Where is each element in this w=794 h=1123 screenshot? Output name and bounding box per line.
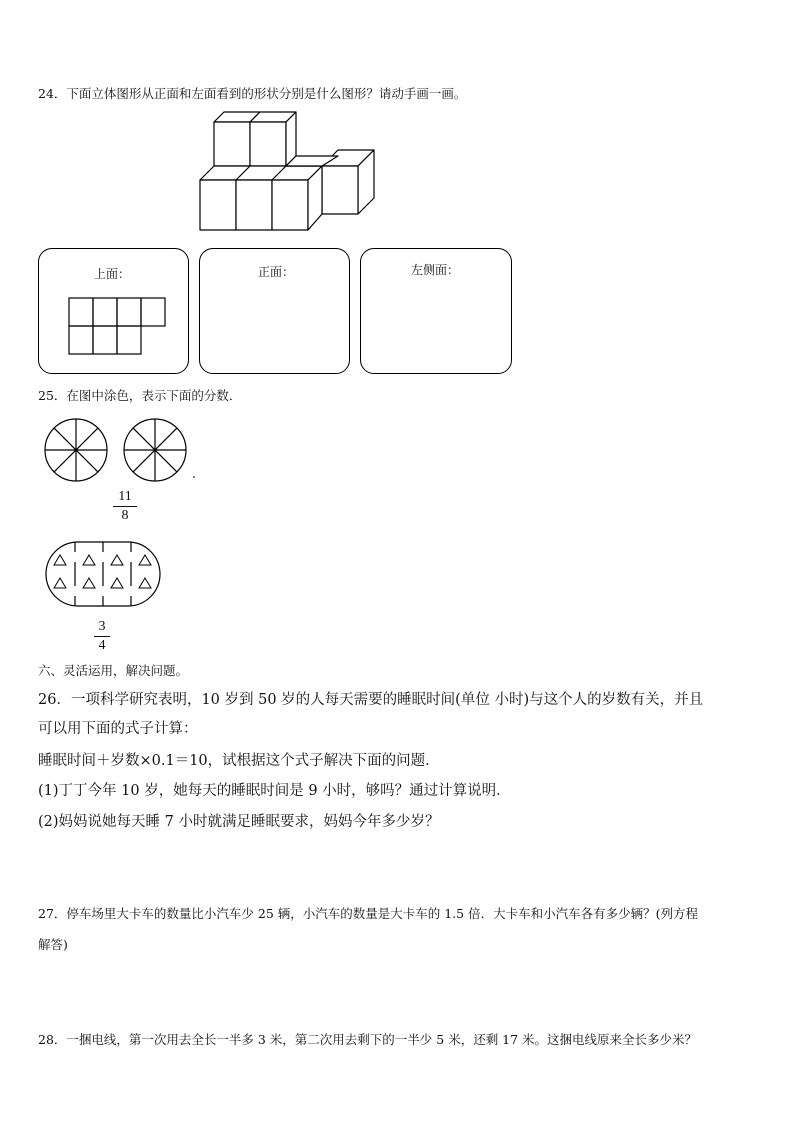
top-view-grid [68,297,168,355]
fraction-11-8-denominator: 8 [121,508,129,523]
fraction-3-4 [94,620,110,653]
q24-text: 24．下面立体图形从正面和左面看到的形状分别是什么图形？请动手画一画。 [38,86,467,101]
cube-figure [198,110,378,235]
q26-line3: 睡眠时间＋岁数×0.1＝10，试根据这个式子解决下面的问题． [38,753,440,769]
q26-line5: (2)妈妈说她每天睡 7 小时就满足睡眠要求，妈妈今年多少岁？ [38,814,440,830]
left-view-label: 左侧面： [411,263,460,277]
fraction-11-8-numerator: 11 [118,489,132,504]
left-view-panel[interactable] [360,248,512,374]
front-view-label: 正面： [258,265,295,279]
front-view-panel[interactable] [199,248,350,374]
fraction-11-8 [113,490,137,523]
section6-title: 六、灵活运用，解决问题。 [38,663,189,678]
top-view-label: 上面： [94,267,131,281]
top-view-panel [38,248,189,374]
q28-line1: 28．一捆电线，第一次用去全长一半多 3 米，第二次用去剩下的一半少 5 米，还剩 17 米。这捆电线原来全长多少米？ [38,1032,698,1047]
oval-triangles[interactable] [44,540,162,608]
q27-line1: 27．停车场里大卡车的数量比小汽车少 25 辆，小汽车的数量是大卡车的 1.5 倍．大卡车和小汽车各有多少辆？(列方程 [38,906,698,921]
q27-line2: 解答) [38,937,68,952]
fraction-3-4-numerator: 3 [98,619,106,634]
q25-text: 25．在图中涂色，表示下面的分数． [38,388,242,403]
q26-line4: (1)丁丁今年 10 岁，她每天的睡眠时间是 9 小时，够吗？通过计算说明． [38,783,511,799]
q26-line1: 26．一项科学研究表明，10 岁到 50 岁的人每天需要的睡眠时间(单位 小时)与这个人的岁数有关，并且 [38,692,704,708]
fraction-3-4-denominator: 4 [98,638,106,653]
q26-line2: 可以用下面的式子计算： [38,721,198,737]
circles-eighths[interactable] [44,416,204,486]
